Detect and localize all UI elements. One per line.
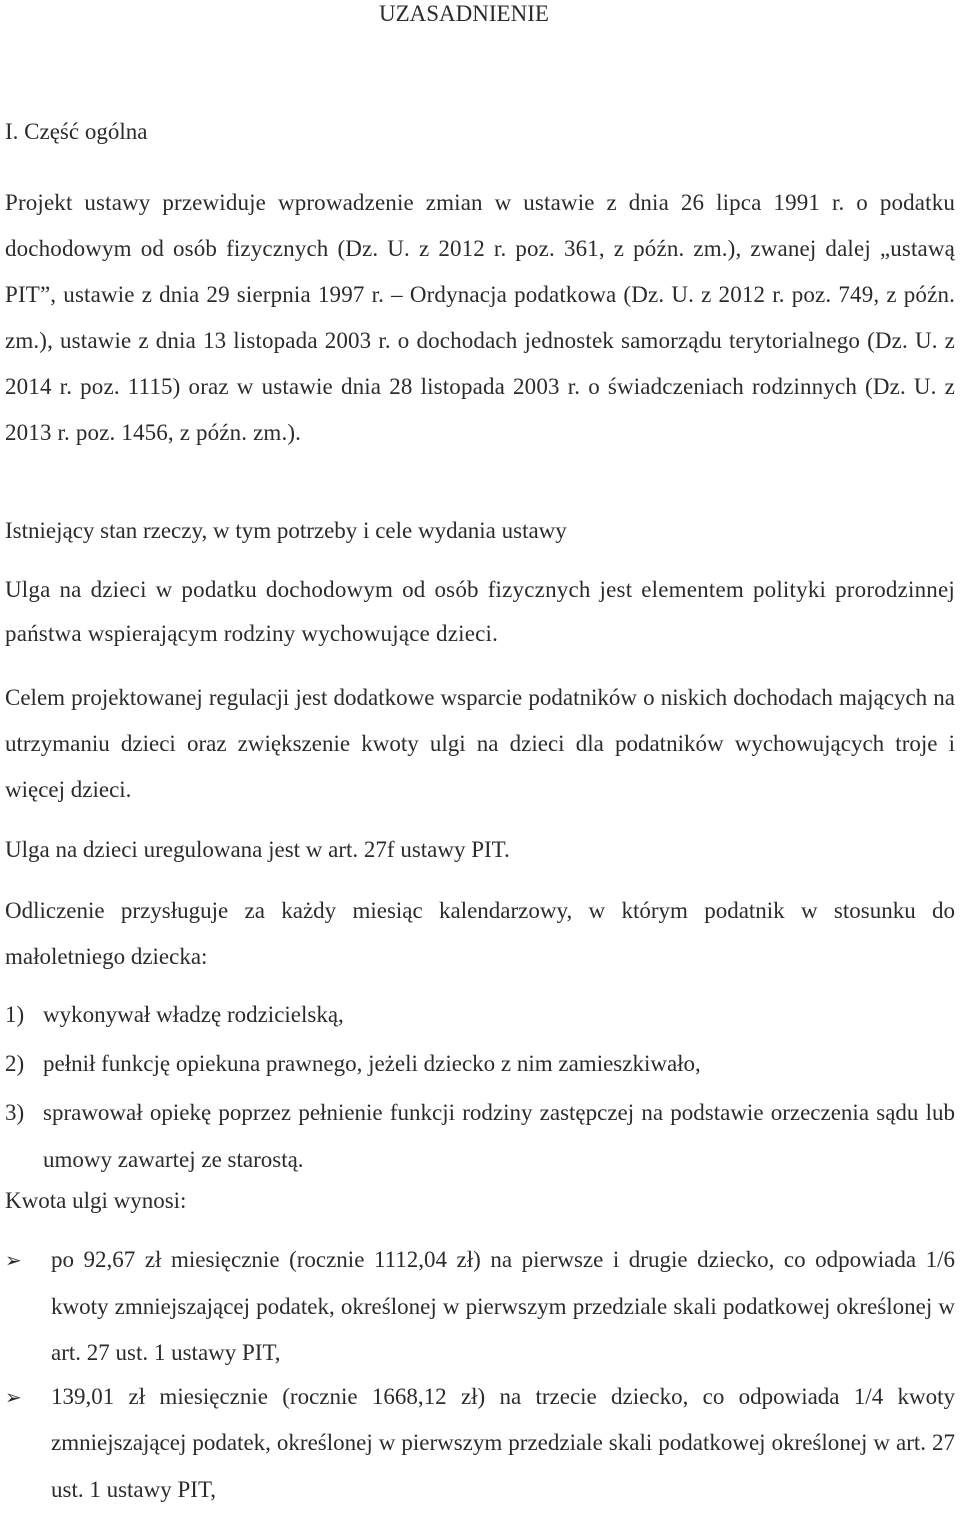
subheading: Istniejący stan rzeczy, w tym potrzeby i cele wydania ustawy bbox=[5, 517, 567, 545]
list-item-number: 1) bbox=[5, 1001, 24, 1029]
intro-paragraph: Projekt ustawy przewiduje wprowadzenie zmian w ustawie z dnia 26 lipca 1991 r. o podatku dochodowym od osób fizycznych (Dz. U. z 2012 r. poz. 361, z późn. zm.), zwanej dalej „ustawą PIT”, ustawie z dnia 29 sierpnia 1997 r. – Ordynacja podatkowa (Dz. U. z 2012 r. poz. 749, z późn. zm.), ustawie z dnia 13 listopada 2003 r. o dochodach jednostek samorządu terytorialnego (Dz. U. z 2014 r. poz. 1115) oraz w ustawie dnia 28 listopada 2003 r. o świadczeniach rodzinnych (Dz. U. z 2013 r. poz. 1456, z późn. zm.). bbox=[5, 180, 955, 456]
list-item-number: 2) bbox=[5, 1050, 24, 1078]
paragraph-legal-basis: Ulga na dzieci uregulowana jest w art. 27f ustawy PIT. bbox=[5, 836, 955, 864]
document-title: UZASADNIENIE bbox=[379, 0, 549, 28]
arrowhead-bullet-icon: ➢ bbox=[5, 1237, 22, 1284]
amounts-list bbox=[5, 1237, 955, 1513]
paragraph-deduction-conditions: Odliczenie przysługuje za każdy miesiąc kalendarzowy, w którym podatnik w stosunku do małoletniego dziecka: bbox=[5, 888, 955, 980]
paragraph-child-relief: Ulga na dzieci w podatku dochodowym od osób fizycznych jest elementem polityki prorodzinnej państwa wspierającym rodziny wychowujące dzieci. bbox=[5, 568, 955, 656]
conditions-list bbox=[5, 1001, 955, 1183]
amount-intro: Kwota ulgi wynosi: bbox=[5, 1187, 186, 1215]
paragraph-regulation-goal: Celem projektowanej regulacji jest dodatkowe wsparcie podatników o niskich dochodach mających na utrzymaniu dzieci oraz zwiększenie kwoty ulgi na dzieci dla podatników wychowujących troje i więcej dzieci. bbox=[5, 675, 955, 813]
list-item bbox=[5, 1050, 955, 1078]
list-item-text: wykonywał władzę rodzicielską, bbox=[43, 1002, 344, 1027]
list-item-text: po 92,67 zł miesięcznie (rocznie 1112,04 zł) na pierwsze i drugie dziecko, co odpowiada 1/6 kwoty zmniejszającej podatek, określonej w pierwszym przedziale skali podatkowej określonej w art. 27 ust. 1 ustawy PIT, bbox=[51, 1247, 955, 1365]
list-item-text: sprawował opiekę poprzez pełnienie funkcji rodziny zastępczej na podstawie orzeczenia sądu lub umowy zawartej ze starostą. bbox=[43, 1100, 955, 1172]
list-item-number: 3) bbox=[5, 1089, 24, 1136]
list-item bbox=[5, 1237, 955, 1377]
list-item bbox=[5, 1089, 955, 1183]
list-item-text: pełnił funkcję opiekuna prawnego, jeżeli dziecko z nim zamieszkiwało, bbox=[43, 1051, 701, 1076]
arrowhead-bullet-icon: ➢ bbox=[5, 1374, 22, 1421]
list-item bbox=[5, 1001, 955, 1029]
list-item-text: 139,01 zł miesięcznie (rocznie 1668,12 zł) na trzecie dziecko, co odpowiada 1/4 kwoty zmniejszającej podatek, określonej w pierwszym przedziale skali podatkowej określonej w art. 27 ust. 1 ustawy PIT, bbox=[51, 1384, 955, 1502]
section-heading: I. Część ogólna bbox=[5, 118, 147, 146]
list-item bbox=[5, 1374, 955, 1513]
